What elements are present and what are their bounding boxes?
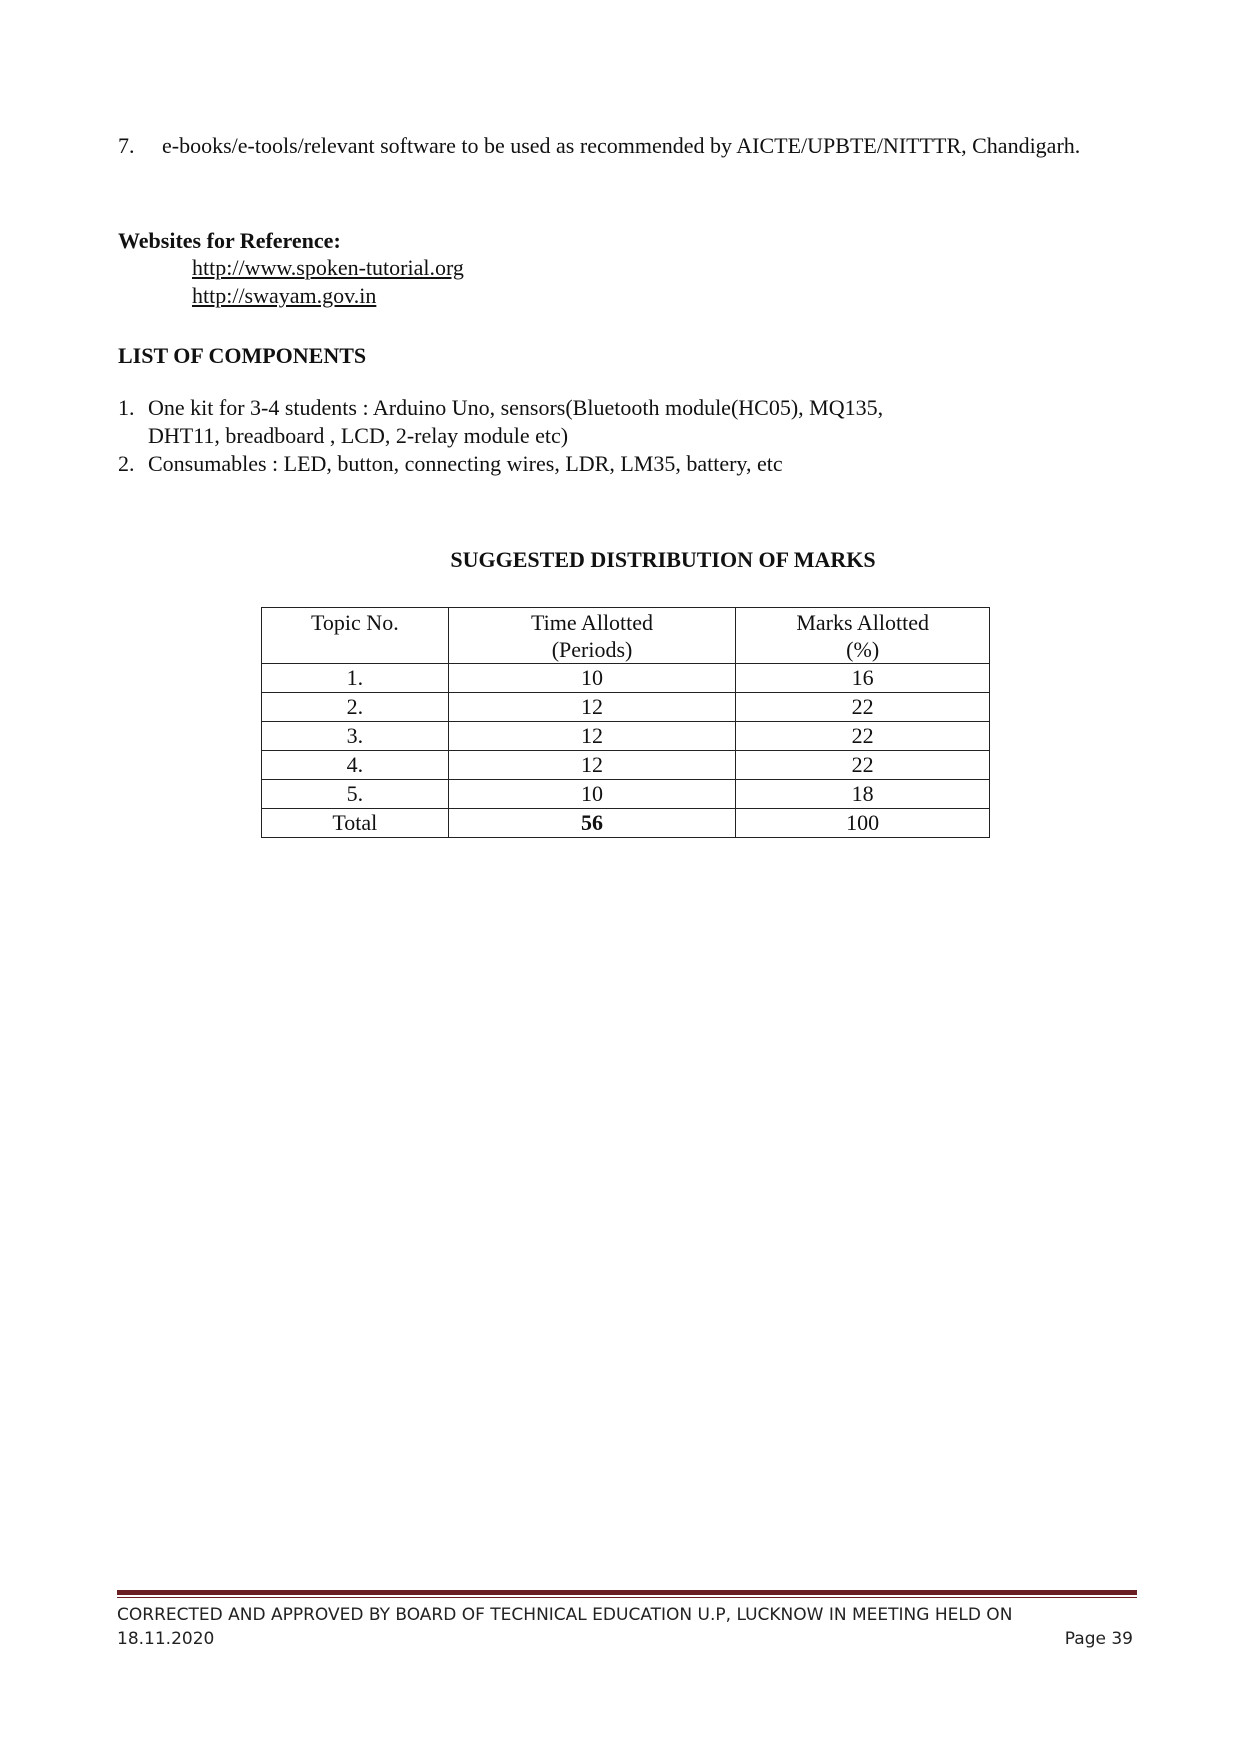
websites-heading: Websites for Reference: [118, 228, 341, 253]
cell-topic: 3. [262, 722, 449, 751]
cell-topic: 5. [262, 780, 449, 809]
header-line: (%) [846, 637, 880, 662]
table-row [262, 780, 990, 809]
reference-item-7 [118, 130, 1138, 162]
components-heading: LIST OF COMPONENTS [118, 343, 367, 368]
cell-topic: 1. [262, 664, 449, 693]
cell-periods: 12 [448, 693, 736, 722]
footer-rule [117, 1590, 1137, 1595]
footer-approval-text: CORRECTED AND APPROVED BY BOARD OF TECHNICAL EDUCATION U.P, LUCKNOW IN MEETING HELD ON [117, 1605, 1013, 1625]
list-item-number: 1. [118, 395, 135, 420]
cell-marks: 18 [736, 780, 990, 809]
marks-distribution-table [261, 607, 990, 838]
list-item [118, 450, 1118, 478]
list-item-number: 2. [118, 451, 135, 476]
cell-total-marks: 100 [736, 809, 990, 838]
list-item-line: One kit for 3-4 students : Arduino Uno, sensors(Bluetooth module(HC05), MQ135, [148, 395, 884, 420]
header-line: Topic No. [311, 610, 399, 635]
header-topic-no [262, 608, 449, 664]
header-time-allotted [448, 608, 736, 664]
header-line: Marks Allotted [796, 610, 929, 635]
list-item-line: DHT11, breadboard , LCD, 2-relay module etc) [148, 423, 569, 448]
cell-marks: 22 [736, 751, 990, 780]
table-row [262, 693, 990, 722]
website-link-spoken-tutorial[interactable]: http://www.spoken-tutorial.org [192, 255, 464, 280]
list-item [118, 394, 1118, 450]
cell-periods: 12 [448, 751, 736, 780]
header-line [262, 636, 448, 663]
cell-marks: 22 [736, 722, 990, 751]
components-list [118, 394, 1118, 478]
cell-total-label: Total [262, 809, 449, 838]
cell-periods: 10 [448, 780, 736, 809]
reference-item-text: e-books/e-tools/relevant software to be used as recommended by AICTE/UPBTE/NITTTR, Chandigarh. [162, 133, 1081, 158]
page-number: Page 39 [1064, 1629, 1133, 1649]
table-row [262, 722, 990, 751]
cell-total-periods: 56 [448, 809, 736, 838]
marks-table-title: SUGGESTED DISTRIBUTION OF MARKS [450, 547, 876, 572]
header-line: Time Allotted [531, 610, 654, 635]
list-item-line: Consumables : LED, button, connecting wires, LDR, LM35, battery, etc [148, 451, 783, 476]
cell-topic: 2. [262, 693, 449, 722]
website-link-swayam[interactable]: http://swayam.gov.in [192, 283, 377, 308]
cell-marks: 16 [736, 664, 990, 693]
cell-topic: 4. [262, 751, 449, 780]
cell-periods: 10 [448, 664, 736, 693]
header-line: (Periods) [551, 637, 633, 662]
footer-rule-thin [117, 1597, 1137, 1598]
footer-date: 18.11.2020 [117, 1629, 215, 1649]
cell-periods: 12 [448, 722, 736, 751]
reference-item-number: 7. [118, 133, 135, 158]
table-total-row [262, 809, 990, 838]
table-row [262, 664, 990, 693]
table-row [262, 751, 990, 780]
header-marks-allotted [736, 608, 990, 664]
cell-marks: 22 [736, 693, 990, 722]
table-header-row [262, 608, 990, 664]
